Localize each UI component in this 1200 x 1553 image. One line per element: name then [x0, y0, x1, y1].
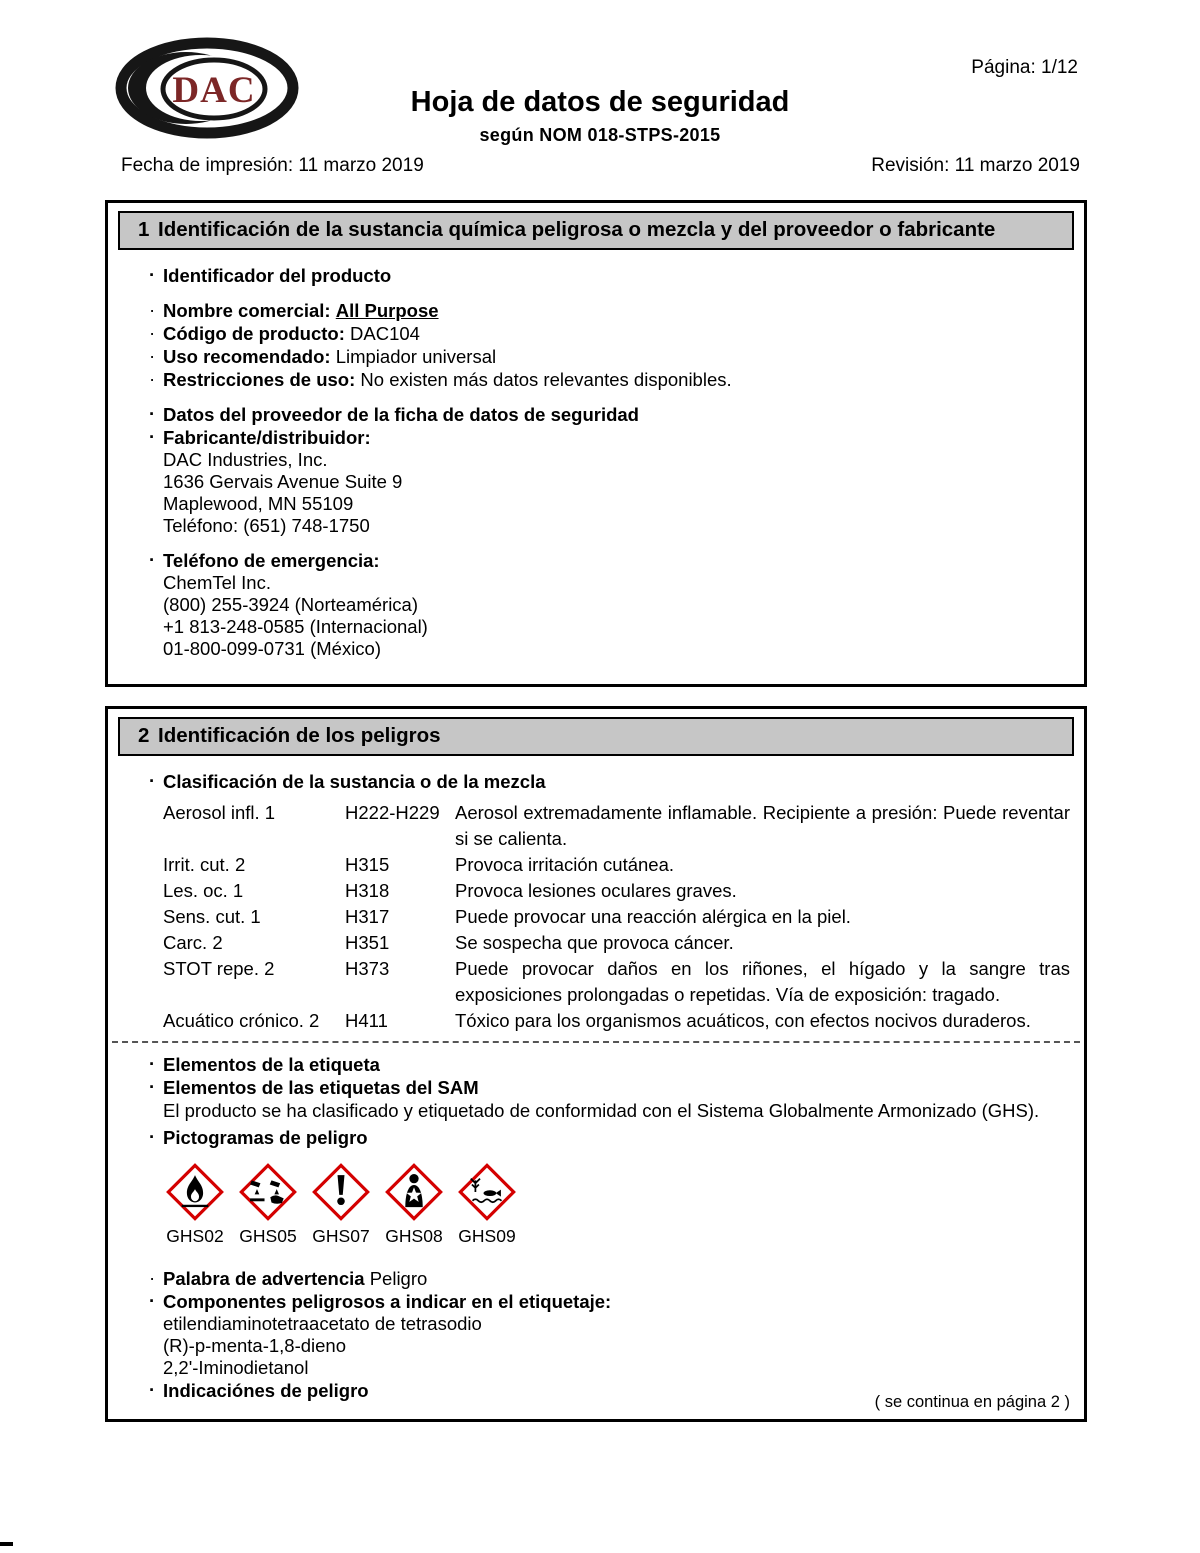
emergency-phone-mx: 01-800-099-0731 (México): [163, 638, 382, 659]
hazard-row: [163, 956, 1070, 1008]
manufacturer-heading-text: Fabricante/distribuidor:: [163, 427, 371, 448]
document-title: Hoja de datos de seguridad: [410, 86, 790, 118]
hazard-code: H315: [345, 854, 390, 875]
manufacturer-heading: [163, 426, 1064, 449]
ghs-pictogram-corrosion: [236, 1163, 300, 1247]
health-hazard-icon: [385, 1163, 443, 1221]
product-identifier-heading: [163, 264, 1064, 287]
hazard-class: Carc. 2: [163, 932, 223, 953]
hazard-row: [163, 852, 1070, 878]
hazard-class: STOT repe. 2: [163, 958, 275, 979]
manufacturer-name: DAC Industries, Inc.: [163, 449, 328, 470]
section-1-number: 1: [138, 218, 150, 241]
classification-heading: [163, 770, 1064, 793]
hazard-class: Sens. cut. 1: [163, 906, 261, 927]
hazard-text: Aerosol extremadamente inflamable. Recipiente a presión: Puede reventar si se calienta.: [455, 802, 1070, 849]
hazardous-components-heading: [163, 1290, 1064, 1313]
label-elements-heading-text: Elementos de la etiqueta: [163, 1054, 380, 1075]
pictogram-label: GHS09: [458, 1226, 516, 1246]
manufacturer-street: 1636 Gervais Avenue Suite 9: [163, 471, 403, 492]
hazard-text: Puede provocar daños en los riñones, el hígado y la sangre tras exposiciones prolongadas o repetidas. Vía de exposición: tragado.: [455, 958, 1070, 1005]
date-row: [121, 155, 1080, 177]
hazard-code: H222-H229: [345, 802, 440, 823]
corrosion-icon: [239, 1163, 297, 1221]
pictogram-label: GHS02: [166, 1226, 224, 1246]
hazard-code: H411: [345, 1010, 388, 1031]
print-date: Fecha de impresión: 11 marzo 2019: [121, 155, 424, 176]
recommended-use-value: Limpiador universal: [335, 346, 497, 367]
dashed-divider: [112, 1041, 1080, 1043]
supplier-heading: [163, 403, 1064, 426]
hazard-classification-table: [163, 800, 1070, 1034]
sam-labels-heading-text: Elementos de las etiquetas del SAM: [163, 1077, 479, 1098]
component-item: 2,2'-Iminodietanol: [163, 1357, 309, 1378]
ghs-pictogram-health-hazard: [382, 1163, 446, 1247]
section-1-identification: [105, 200, 1087, 687]
hazard-statements-heading-text: Indicaciónes de peligro: [163, 1380, 369, 1401]
emergency-phone-intl: +1 813-248-0585 (Internacional): [163, 616, 428, 637]
hazard-class: Les. oc. 1: [163, 880, 244, 901]
page-number: Página: 1/12: [971, 57, 1078, 78]
signal-word-line: [163, 1267, 1064, 1290]
supplier-heading-text: Datos del proveedor de la ficha de datos de seguridad: [163, 404, 639, 425]
manufacturer-phone: Teléfono: (651) 748-1750: [163, 515, 370, 536]
pictograms-heading-text: Pictogramas de peligro: [163, 1127, 368, 1148]
product-code-line: [163, 322, 1064, 345]
scan-artifact-mark: [0, 1542, 13, 1546]
section-2-title: Identificación de los peligros: [158, 724, 441, 747]
document-subtitle: según NOM 018-STPS-2015: [479, 125, 721, 145]
section-1-header: [118, 211, 1074, 250]
classification-heading-text: Clasificación de la sustancia o de la mezcla: [163, 771, 546, 792]
exclamation-icon: [312, 1163, 370, 1221]
component-item: (R)-p-menta-1,8-dieno: [163, 1335, 347, 1356]
use-restrictions-line: [163, 368, 1064, 391]
revision-date: Revisión: 11 marzo 2019: [871, 155, 1080, 176]
section-2-header: [118, 717, 1074, 756]
hazard-text: Puede provocar una reacción alérgica en la piel.: [455, 906, 851, 927]
hazard-text: Se sospecha que provoca cáncer.: [455, 932, 734, 953]
section-2-number: 2: [138, 724, 150, 747]
continuation-note: ( se continua en página 2 ): [874, 1393, 1070, 1411]
hazard-row: [163, 1008, 1070, 1034]
logo-text: DAC: [172, 70, 256, 111]
product-code-value: DAC104: [350, 323, 420, 344]
ghs-pictogram-exclamation: [309, 1163, 373, 1247]
use-restrictions-label: Restricciones de uso:: [163, 369, 356, 390]
ghs-pictogram-environment: [455, 1163, 519, 1247]
hazard-text: Provoca irritación cutánea.: [455, 854, 675, 875]
manufacturer-city: Maplewood, MN 55109: [163, 493, 354, 514]
recommended-use-label: Uso recomendado:: [163, 346, 331, 367]
emergency-phone-heading-text: Teléfono de emergencia:: [163, 550, 380, 571]
ghs-pictogram-row: [163, 1163, 1084, 1247]
recommended-use-line: [163, 345, 1064, 368]
ghs-conformity-text: El producto se ha clasificado y etiquetado de conformidad con el Sistema Globalmente Armonizado (GHS).: [163, 1100, 1040, 1121]
hazard-row: [163, 878, 1070, 904]
hazard-row: [163, 904, 1070, 930]
trade-name-line: [163, 299, 1064, 322]
hazard-class: Aerosol infl. 1: [163, 802, 276, 823]
hazard-code: H351: [345, 932, 390, 953]
component-item: etilendiaminotetraacetato de tetrasodio: [163, 1313, 482, 1334]
hazard-class: Irrit. cut. 2: [163, 854, 246, 875]
ghs-pictogram-flame: [163, 1163, 227, 1247]
section-2-hazards: [105, 706, 1087, 1422]
signal-word-value: Peligro: [369, 1268, 428, 1289]
trade-name-value: All Purpose: [335, 300, 439, 321]
pictogram-label: GHS05: [239, 1226, 297, 1246]
label-elements-heading: [163, 1053, 1064, 1076]
emergency-phone-na: (800) 255-3924 (Norteamérica): [163, 594, 419, 615]
signal-word-label: Palabra de advertencia: [163, 1268, 365, 1289]
pictogram-label: GHS07: [312, 1226, 370, 1246]
emergency-phone-heading: [163, 549, 1064, 572]
pictogram-label: GHS08: [385, 1226, 443, 1246]
product-identifier-heading-text: Identificador del producto: [163, 265, 392, 286]
pictograms-heading: [163, 1126, 1064, 1149]
hazard-code: H373: [345, 958, 390, 979]
hazard-code: H317: [345, 906, 390, 927]
trade-name-label: Nombre comercial:: [163, 300, 331, 321]
product-code-label: Código de producto:: [163, 323, 345, 344]
sam-labels-heading: [163, 1076, 1064, 1099]
section-1-title: Identificación de la sustancia química peligrosa o mezcla y del proveedor o fabricante: [158, 218, 996, 241]
hazard-row: [163, 800, 1070, 852]
hazard-row: [163, 930, 1070, 956]
hazard-text: Provoca lesiones oculares graves.: [455, 880, 737, 901]
hazard-text: Tóxico para los organismos acuáticos, con efectos nocivos duraderos.: [455, 1010, 1031, 1031]
environment-icon: [458, 1163, 516, 1221]
flame-icon: [166, 1163, 224, 1221]
use-restrictions-value: No existen más datos relevantes disponibles.: [360, 369, 732, 390]
hazard-class: Acuático crónico. 2: [163, 1010, 320, 1031]
hazardous-components-heading-text: Componentes peligrosos a indicar en el etiquetaje:: [163, 1291, 612, 1312]
emergency-org: ChemTel Inc.: [163, 572, 271, 593]
hazard-code: H318: [345, 880, 390, 901]
